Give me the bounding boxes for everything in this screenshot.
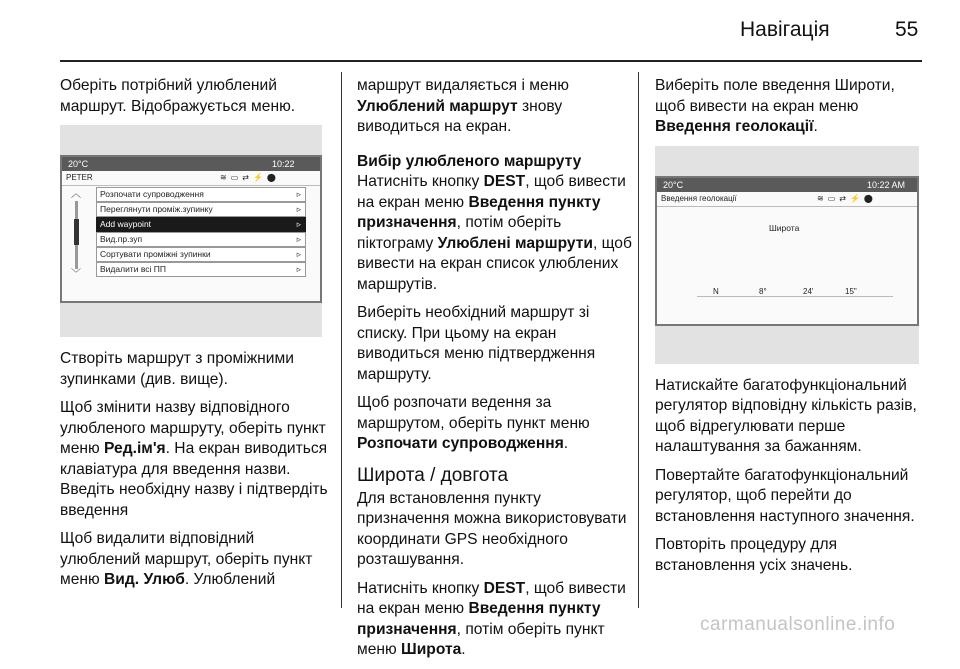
text: Щоб змінити назву відповідного улюбленого маршруту, оберіть пункт меню	[60, 399, 326, 457]
arrow-right-icon: ▹	[296, 189, 301, 199]
paragraph	[60, 398, 332, 521]
arrow-right-icon: ▹	[296, 219, 301, 229]
coord-underline	[697, 296, 893, 297]
menu-term: Розпочати супроводження	[357, 435, 564, 452]
menu-item-delete-all-waypoints[interactable]	[96, 262, 306, 277]
temperature: 20°C	[68, 159, 89, 169]
paragraph: Натискайте багатофункціональний регулятор відповідну кількість разів, щоб відрегулювати перше налаштування за бажанням.	[655, 376, 917, 455]
menu-item-start-guidance[interactable]	[96, 187, 306, 202]
text: . Улюблений	[184, 571, 276, 588]
column-divider-2	[638, 72, 639, 608]
clock: 10:22 AM	[867, 179, 906, 190]
menu-item-label: Переглянути проміж.зупинку	[100, 204, 213, 214]
coord-hemisphere[interactable]: N	[713, 286, 719, 296]
screen-photo-geolocation	[655, 146, 919, 364]
paragraph	[357, 393, 633, 455]
menu-term: Введення пункту призначення	[357, 193, 601, 231]
text: Натисніть кнопку	[357, 579, 484, 597]
status-icons: ≋▭⇄⚡⬤	[220, 173, 280, 182]
temperature: 20°C	[663, 179, 684, 190]
button-term: DEST	[483, 173, 526, 190]
infotainment-screen	[655, 176, 919, 326]
paragraph: Повертайте багатофункціональний регулятор, щоб перейти до встановлення наступного значення.	[655, 466, 915, 525]
paragraph: Виберіть необхідний маршрут зі списку. При цьому на екран виводиться меню підтвердження маршруту.	[357, 304, 596, 383]
menu-item-label: Видалити всі ПП	[100, 264, 166, 274]
paragraph	[655, 76, 923, 138]
status-bar	[62, 157, 320, 171]
clock: 10:22	[272, 159, 295, 169]
paragraph	[60, 529, 332, 591]
text: , щоб вивести на екран меню	[357, 173, 626, 211]
paragraph	[357, 76, 633, 138]
menu-item-label: Add waypoint	[100, 219, 152, 229]
text: .	[563, 435, 569, 452]
paragraph	[357, 579, 633, 661]
text: Щоб видалити відповідний улюблений маршрут, оберіть пункт меню	[60, 530, 313, 588]
arrow-right-icon: ▹	[296, 264, 301, 274]
menu-item-view-waypoint[interactable]	[96, 202, 306, 217]
profile-bar	[62, 171, 320, 186]
arrow-right-icon: ▹	[296, 249, 301, 259]
text: . На екран виводиться клавіатура для введення назви. Введіть необхідну назву і підтвердіть введення	[60, 440, 328, 519]
text: .	[461, 641, 466, 658]
text: , щоб вивести на екран меню	[357, 579, 626, 617]
screen-photo-favourites	[60, 125, 322, 337]
text: , потім оберіть пункт меню	[357, 620, 605, 658]
paragraph: Оберіть потрібний улюблений маршрут. Відображується меню.	[60, 77, 296, 115]
section-heading: Широта / довгота	[357, 464, 509, 486]
column-2	[357, 76, 633, 669]
text: маршрут видаляється і меню	[357, 77, 569, 94]
scrollbar-thumb[interactable]	[74, 219, 79, 245]
column-divider-1	[341, 72, 342, 608]
watermark: carmanualsonline.info	[700, 614, 896, 635]
menu-term: Улюблений маршрут	[357, 97, 518, 115]
subheading	[357, 152, 633, 173]
menu-title-bar	[657, 192, 917, 207]
menu-term: Вид. Улюб	[104, 571, 185, 588]
button-term: DEST	[483, 579, 526, 597]
status-icons: ≋▭⇄⚡⬤	[817, 193, 877, 203]
profile-name: PETER	[66, 173, 93, 182]
menu-item-label: Вид.пр.зуп	[100, 234, 143, 244]
arrow-right-icon: ▹	[296, 234, 301, 244]
menu-item-sort-waypoints[interactable]	[96, 247, 306, 262]
menu-term: Улюблені маршрути	[437, 234, 593, 252]
paragraph: Для встановлення пункту призначення можна використовувати координати GPS необхідного розташування.	[357, 489, 627, 568]
paragraph: Створіть маршрут з проміжними зупинками (див. вище).	[60, 350, 294, 388]
subheading-text: Вибір улюбленого маршруту	[357, 152, 582, 170]
text: , щоб вивести на екран список улюблених маршрутів.	[357, 234, 632, 293]
page-number: 55	[895, 18, 919, 41]
coord-degrees[interactable]: 8°	[759, 286, 767, 296]
menu-term: Введення геолокації	[655, 118, 814, 135]
menu-item-label: Розпочати супроводження	[100, 189, 204, 199]
paragraph: Повторіть процедуру для встановлення усіх значень.	[655, 536, 853, 574]
header-rule	[60, 60, 922, 62]
text: Щоб розпочати ведення за маршрутом, оберіть пункт меню	[357, 394, 590, 432]
text: Натисніть кнопку	[357, 173, 484, 190]
text: знову виводиться на екран.	[357, 97, 563, 135]
arrow-right-icon: ▹	[296, 204, 301, 214]
menu-item-add-waypoint[interactable]	[96, 217, 306, 232]
menu-term: Широта	[401, 641, 462, 658]
paragraph	[357, 172, 633, 295]
header-title: Навігація	[740, 18, 830, 41]
text: , потім оберіть піктограму	[357, 214, 562, 252]
column-1	[60, 76, 332, 599]
status-bar	[657, 178, 917, 192]
chevron-up-icon[interactable]: ︿	[71, 189, 81, 200]
menu-term: Ред.ім'я	[104, 440, 166, 457]
text: .	[813, 118, 818, 135]
menu-term: Введення пункту призначення	[357, 600, 601, 638]
chevron-down-icon[interactable]: ﹀	[71, 269, 81, 280]
column-3	[655, 76, 923, 584]
latitude-label: Широта	[769, 222, 800, 233]
text: Виберіть поле введення Широти, щоб вивести на екран меню	[655, 77, 895, 115]
menu-item-label: Сортувати проміжні зупинки	[100, 249, 211, 259]
coord-minutes[interactable]: 24'	[803, 286, 814, 296]
coord-seconds[interactable]: 15"	[845, 286, 857, 296]
menu-title: Введення геолокації	[661, 193, 737, 203]
infotainment-screen	[60, 155, 322, 303]
menu-item-delete-waypoint[interactable]	[96, 232, 306, 247]
